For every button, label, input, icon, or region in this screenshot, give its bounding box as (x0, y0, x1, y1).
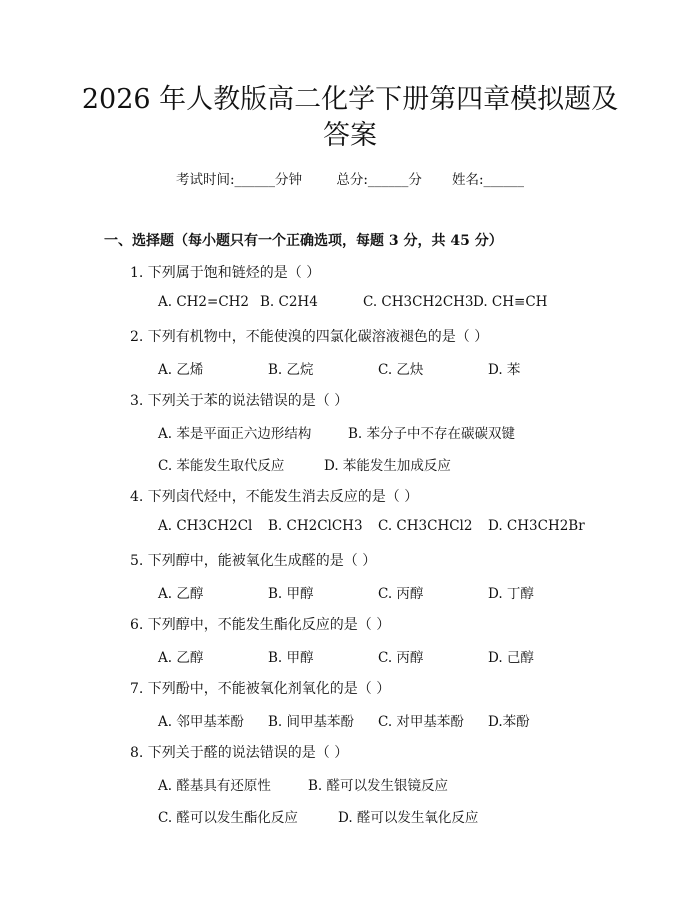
question-8-stem: 8. 下列关于醛的说法错误的是（ ） (130, 745, 349, 761)
name-label: 姓名: (451, 172, 484, 188)
name-blank: ______ (483, 172, 525, 188)
question-3-stem: 3. 下列关于苯的说法错误的是（ ） (130, 393, 349, 409)
question-3-options-row-2 (158, 454, 578, 474)
option-b: B. 甲醇 (268, 586, 314, 602)
option-c: C. CH3CHCl2 (378, 518, 473, 534)
section-heading-choice: 一、选择题（每小题只有一个正确选项，每题 3 分，共 45 分） (104, 233, 503, 249)
question-4-stem: 4. 下列卤代烃中，不能发生消去反应的是（ ） (130, 489, 419, 505)
option-a: A. 乙醇 (158, 586, 204, 602)
question-1-options (158, 294, 578, 314)
question-6-options (158, 646, 578, 666)
option-b: B. 苯分子中不存在碳碳双键 (348, 426, 516, 442)
time-unit: 分钟 (275, 172, 303, 188)
option-b: B. CH2ClCH3 (268, 518, 363, 534)
question-7-options (158, 710, 578, 730)
option-b: B. C2H4 (260, 294, 318, 310)
question-8-options-row-2 (158, 806, 578, 826)
option-a: A. CH2=CH2 (158, 294, 250, 310)
question-2-stem: 2. 下列有机物中，不能使溴的四氯化碳溶液褪色的是（ ） (130, 329, 489, 345)
option-b: B. 醛可以发生银镜反应 (308, 778, 449, 794)
option-a: A. 苯是平面正六边形结构 (158, 426, 312, 442)
option-d: D. 苯能发生加成反应 (324, 458, 451, 474)
option-d: D. CH≡CH (473, 294, 548, 310)
option-a: A. 乙烯 (158, 362, 204, 378)
question-5-stem: 5. 下列醇中，能被氧化生成醛的是（ ） (130, 553, 377, 569)
option-c: C. CH3CH2CH3 (363, 294, 474, 310)
question-6-stem: 6. 下列醇中，不能发生酯化反应的是（ ） (130, 617, 391, 633)
score-blank: ______ (367, 172, 409, 188)
option-c: C. 丙醇 (378, 586, 424, 602)
question-8-options-row-1 (158, 774, 578, 794)
option-d: D. 丁醇 (488, 586, 534, 602)
option-b: B. 甲醇 (268, 650, 314, 666)
option-d: D. 己醇 (488, 650, 534, 666)
score-unit: 分 (408, 172, 422, 188)
option-c: C. 对甲基苯酚 (378, 714, 464, 730)
option-c: C. 苯能发生取代反应 (158, 458, 285, 474)
option-a: A. 醛基具有还原性 (158, 778, 271, 794)
time-label: 考试时间: (175, 172, 235, 188)
option-c: C. 丙醇 (378, 650, 424, 666)
option-d: D. CH3CH2Br (488, 518, 585, 534)
option-d: D.苯酚 (488, 714, 530, 730)
score-label: 总分: (336, 172, 368, 188)
option-a: A. 乙醇 (158, 650, 204, 666)
question-5-options (158, 582, 578, 602)
question-4-options (158, 518, 585, 538)
page-title-line-2: 答案 (323, 120, 377, 151)
option-b: B. 间甲基苯酚 (268, 714, 355, 730)
question-1-stem: 1. 下列属于饱和链烃的是（ ） (130, 265, 321, 281)
question-2-options (158, 358, 578, 378)
option-a: A. CH3CH2Cl (158, 518, 253, 534)
option-d: D. 苯 (488, 362, 521, 378)
question-7-stem: 7. 下列酚中，不能被氧化剂氧化的是（ ） (130, 681, 391, 697)
option-b: B. 乙烷 (268, 362, 314, 378)
question-3-options-row-1 (158, 422, 578, 442)
option-c: C. 醛可以发生酯化反应 (158, 810, 298, 826)
option-c: C. 乙炔 (378, 362, 424, 378)
exam-info-row (0, 168, 700, 188)
option-d: D. 醛可以发生氧化反应 (338, 810, 479, 826)
time-blank: ______ (234, 172, 276, 188)
page-title-line-1: 2026 年人教版高二化学下册第四章模拟题及 (81, 84, 619, 115)
option-a: A. 邻甲基苯酚 (158, 714, 244, 730)
